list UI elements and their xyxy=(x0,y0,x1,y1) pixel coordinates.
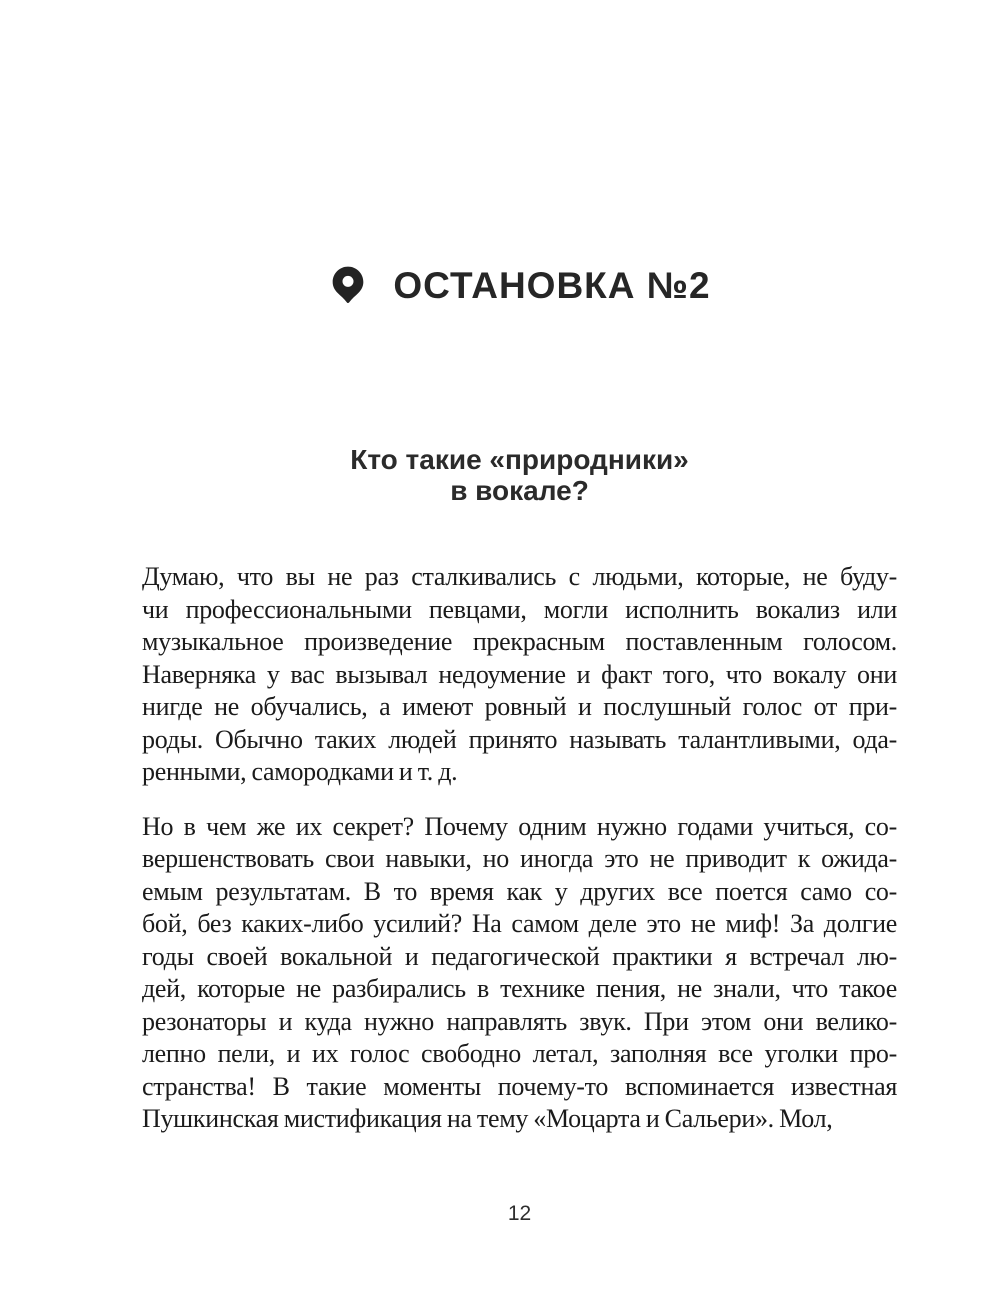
section-title-line-2: в вокале? xyxy=(450,475,589,506)
location-pin-icon xyxy=(328,260,368,311)
chapter-header xyxy=(142,260,897,311)
text-line: странства! В такие моменты почему-то вспоминается известная xyxy=(142,1071,897,1101)
text-line: ренными, самородками и т. д. xyxy=(142,757,458,786)
text-line: Наверняка у вас вызывал недоумение и факт того, что вокалу они xyxy=(142,659,897,689)
text-line: музыкальное произведение прекрасным поставленным голосом. xyxy=(142,627,897,656)
chapter-title: ОСТАНОВКА №2 xyxy=(393,264,711,306)
text-line: чи профессиональными певцами, могли исполнить вокализ или xyxy=(142,594,897,624)
text-line: емым результатам. В то время как у других все поется само со- xyxy=(142,876,897,906)
text-line: дей, которые не разбирались в технике пения, не знали, что такое xyxy=(142,974,897,1003)
text-line: лепно пели, и их голос свободно летал, заполняя все уголки про- xyxy=(142,1039,897,1068)
paragraph xyxy=(142,811,897,1136)
text-line: Думаю, что вы не раз сталкивались с людьми, которые, не буду- xyxy=(142,562,897,591)
text-line: годы своей вокальной и педагогической практики я встречал лю- xyxy=(142,941,897,971)
text-line: нигде не обучались, а имеют ровный и послушный голос от при- xyxy=(142,692,897,721)
text-line: резонаторы и куда нужно направлять звук. При этом они велико- xyxy=(142,1006,897,1036)
page-number: 12 xyxy=(507,1202,532,1225)
text-line: Пушкинская мистификация на тему «Моцарта и Сальери». Мол, xyxy=(142,1104,833,1133)
section-title xyxy=(142,444,897,506)
text-line: Но в чем же их секрет? Почему одним нужно годами учиться, со- xyxy=(142,811,897,841)
content-column xyxy=(142,0,897,1315)
text-line: вершенствовать свои навыки, но иногда это не приводит к ожида- xyxy=(142,844,897,873)
text-line: роды. Обычно таких людей принято называть талантливыми, ода- xyxy=(142,724,897,754)
section-title-line-1: Кто такие «природники» xyxy=(350,444,689,475)
text-line: бой, без каких-либо усилий? На самом деле это не миф! За долгие xyxy=(142,909,897,938)
paragraph xyxy=(142,561,897,789)
body-text xyxy=(142,561,897,1136)
